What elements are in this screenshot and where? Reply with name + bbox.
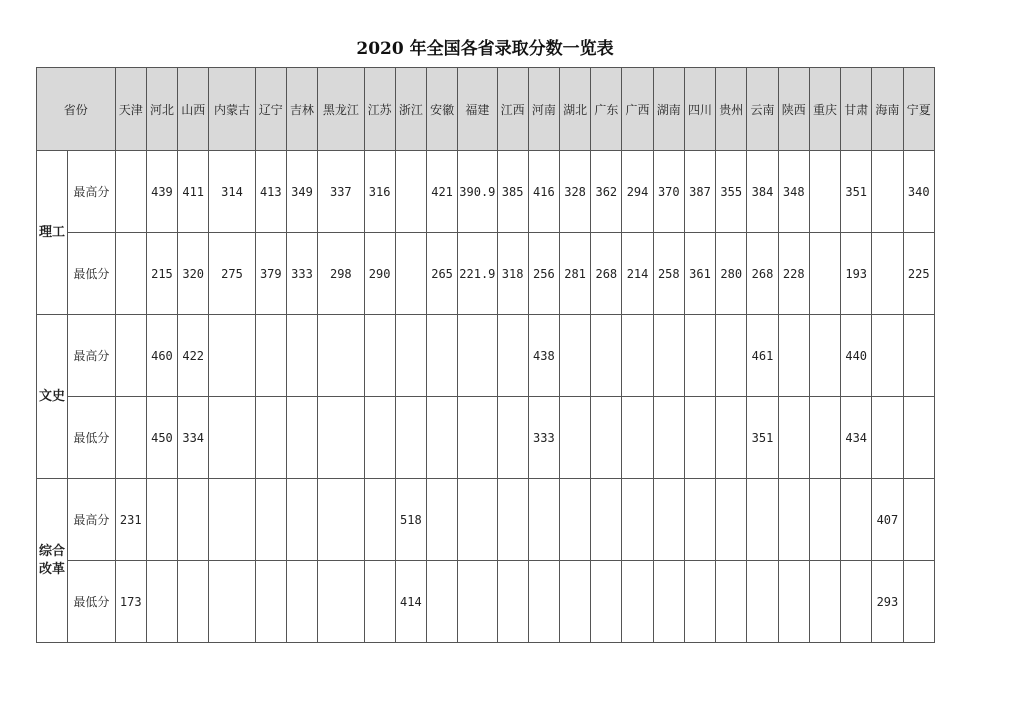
table-row xyxy=(37,561,935,643)
header-province: 辽宁 xyxy=(255,68,286,151)
score-cell: 385 xyxy=(497,151,528,233)
score-cell xyxy=(426,315,457,397)
score-cell: 333 xyxy=(528,397,559,479)
score-cell: 387 xyxy=(684,151,715,233)
header-province: 天津 xyxy=(115,68,146,151)
header-province: 湖南 xyxy=(653,68,684,151)
score-cell: 414 xyxy=(395,561,426,643)
score-cell: 221.9 xyxy=(458,233,497,315)
score-cell xyxy=(286,315,317,397)
score-cell xyxy=(458,561,497,643)
score-cell: 349 xyxy=(286,151,317,233)
score-cell xyxy=(622,479,653,561)
score-cell: 351 xyxy=(841,151,872,233)
score-cell xyxy=(497,561,528,643)
score-cell xyxy=(286,561,317,643)
header-province: 宁夏 xyxy=(903,68,934,151)
score-cell xyxy=(318,397,364,479)
score-cell xyxy=(684,315,715,397)
score-cell xyxy=(286,479,317,561)
score-cell xyxy=(841,479,872,561)
score-type-label: 最低分 xyxy=(68,561,115,643)
score-cell xyxy=(809,479,840,561)
score-cell: 334 xyxy=(178,397,209,479)
score-cell xyxy=(395,151,426,233)
score-cell: 439 xyxy=(146,151,177,233)
score-cell xyxy=(684,479,715,561)
score-cell xyxy=(778,397,809,479)
header-province: 湖北 xyxy=(559,68,590,151)
score-cell: 228 xyxy=(778,233,809,315)
score-cell xyxy=(559,397,590,479)
score-cell xyxy=(395,315,426,397)
score-cell xyxy=(426,479,457,561)
score-cell xyxy=(872,315,903,397)
score-cell xyxy=(426,397,457,479)
score-cell: 434 xyxy=(841,397,872,479)
score-cell xyxy=(286,397,317,479)
header-province: 浙江 xyxy=(395,68,426,151)
score-cell: 318 xyxy=(497,233,528,315)
score-cell xyxy=(458,397,497,479)
score-cell xyxy=(716,397,747,479)
score-cell: 411 xyxy=(178,151,209,233)
score-cell xyxy=(255,479,286,561)
table-row xyxy=(37,479,935,561)
score-type-label: 最高分 xyxy=(68,315,115,397)
score-cell xyxy=(178,561,209,643)
score-cell xyxy=(591,397,622,479)
score-type-label: 最高分 xyxy=(68,479,115,561)
header-label: 省份 xyxy=(37,68,116,151)
score-cell: 384 xyxy=(747,151,778,233)
score-cell: 355 xyxy=(716,151,747,233)
header-province: 重庆 xyxy=(809,68,840,151)
table-row xyxy=(37,397,935,479)
score-cell xyxy=(747,561,778,643)
score-cell xyxy=(364,479,395,561)
score-cell: 214 xyxy=(622,233,653,315)
header-province: 陕西 xyxy=(778,68,809,151)
score-cell: 421 xyxy=(426,151,457,233)
score-cell: 337 xyxy=(318,151,364,233)
score-cell xyxy=(809,397,840,479)
score-cell: 362 xyxy=(591,151,622,233)
score-cell xyxy=(559,315,590,397)
score-cell xyxy=(809,315,840,397)
score-cell xyxy=(872,151,903,233)
score-cell xyxy=(115,151,146,233)
score-cell: 518 xyxy=(395,479,426,561)
score-cell xyxy=(653,561,684,643)
category-cell: 综合改革 xyxy=(37,479,68,643)
score-cell: 193 xyxy=(841,233,872,315)
score-cell xyxy=(684,397,715,479)
score-cell xyxy=(778,561,809,643)
score-cell: 268 xyxy=(747,233,778,315)
table-row xyxy=(37,233,935,315)
score-cell xyxy=(497,397,528,479)
score-cell xyxy=(146,561,177,643)
score-cell xyxy=(778,315,809,397)
score-cell: 316 xyxy=(364,151,395,233)
table-row xyxy=(37,151,935,233)
score-cell xyxy=(115,397,146,479)
table-row xyxy=(37,315,935,397)
score-cell: 461 xyxy=(747,315,778,397)
page-title: 2020 年全国各省录取分数一览表 xyxy=(356,39,614,59)
score-cell xyxy=(591,561,622,643)
score-cell: 275 xyxy=(209,233,255,315)
score-cell xyxy=(747,479,778,561)
score-cell xyxy=(591,315,622,397)
score-cell xyxy=(255,315,286,397)
score-cell xyxy=(497,315,528,397)
score-cell xyxy=(622,315,653,397)
score-cell xyxy=(255,397,286,479)
score-cell xyxy=(684,561,715,643)
header-province: 江苏 xyxy=(364,68,395,151)
score-cell: 298 xyxy=(318,233,364,315)
score-cell xyxy=(903,315,934,397)
score-cell xyxy=(653,479,684,561)
score-cell xyxy=(903,397,934,479)
score-cell xyxy=(426,561,457,643)
score-cell xyxy=(903,561,934,643)
score-cell: 440 xyxy=(841,315,872,397)
score-cell: 390.9 xyxy=(458,151,497,233)
score-cell: 268 xyxy=(591,233,622,315)
score-cell xyxy=(559,479,590,561)
score-cell xyxy=(809,561,840,643)
score-cell: 293 xyxy=(872,561,903,643)
score-cell xyxy=(809,233,840,315)
score-type-label: 最低分 xyxy=(68,397,115,479)
score-cell xyxy=(395,397,426,479)
score-cell: 173 xyxy=(115,561,146,643)
score-cell xyxy=(653,397,684,479)
score-cell xyxy=(364,397,395,479)
score-cell: 413 xyxy=(255,151,286,233)
score-cell: 290 xyxy=(364,233,395,315)
category-cell: 理工 xyxy=(37,151,68,315)
score-type-label: 最低分 xyxy=(68,233,115,315)
score-cell xyxy=(255,561,286,643)
header-province: 贵州 xyxy=(716,68,747,151)
header-province: 甘肃 xyxy=(841,68,872,151)
header-province: 安徽 xyxy=(426,68,457,151)
score-cell: 460 xyxy=(146,315,177,397)
score-cell xyxy=(146,479,177,561)
score-cell: 379 xyxy=(255,233,286,315)
category-cell: 文史 xyxy=(37,315,68,479)
score-cell xyxy=(716,479,747,561)
score-cell: 422 xyxy=(178,315,209,397)
header-province: 云南 xyxy=(747,68,778,151)
score-cell xyxy=(809,151,840,233)
score-cell xyxy=(622,561,653,643)
score-cell: 231 xyxy=(115,479,146,561)
score-cell xyxy=(115,315,146,397)
score-cell: 361 xyxy=(684,233,715,315)
header-province: 广西 xyxy=(622,68,653,151)
score-cell: 407 xyxy=(872,479,903,561)
score-cell: 314 xyxy=(209,151,255,233)
score-cell: 333 xyxy=(286,233,317,315)
score-cell xyxy=(178,479,209,561)
header-province: 黑龙江 xyxy=(318,68,364,151)
score-table xyxy=(36,67,935,643)
header-province: 江西 xyxy=(497,68,528,151)
score-cell xyxy=(497,479,528,561)
header-province: 河北 xyxy=(146,68,177,151)
header-province: 内蒙古 xyxy=(209,68,255,151)
score-cell xyxy=(209,397,255,479)
header-province: 广东 xyxy=(591,68,622,151)
header-province: 四川 xyxy=(684,68,715,151)
score-cell xyxy=(903,479,934,561)
score-cell xyxy=(115,233,146,315)
score-cell xyxy=(318,561,364,643)
header-province: 福建 xyxy=(458,68,497,151)
score-cell: 294 xyxy=(622,151,653,233)
score-cell xyxy=(458,315,497,397)
score-cell xyxy=(209,315,255,397)
score-cell: 280 xyxy=(716,233,747,315)
score-cell xyxy=(458,479,497,561)
score-type-label: 最高分 xyxy=(68,151,115,233)
score-cell xyxy=(318,479,364,561)
score-cell xyxy=(209,561,255,643)
score-cell: 351 xyxy=(747,397,778,479)
score-cell xyxy=(364,315,395,397)
header-province: 吉林 xyxy=(286,68,317,151)
score-cell xyxy=(778,479,809,561)
score-cell: 281 xyxy=(559,233,590,315)
score-cell: 258 xyxy=(653,233,684,315)
table-body xyxy=(37,151,935,643)
score-cell xyxy=(841,561,872,643)
score-cell xyxy=(653,315,684,397)
score-cell xyxy=(395,233,426,315)
score-cell: 370 xyxy=(653,151,684,233)
score-cell: 438 xyxy=(528,315,559,397)
score-cell: 328 xyxy=(559,151,590,233)
score-cell xyxy=(622,397,653,479)
header-province: 河南 xyxy=(528,68,559,151)
score-cell xyxy=(318,315,364,397)
score-cell xyxy=(364,561,395,643)
score-cell: 256 xyxy=(528,233,559,315)
score-cell xyxy=(528,561,559,643)
score-cell xyxy=(872,397,903,479)
score-cell xyxy=(559,561,590,643)
score-cell xyxy=(716,315,747,397)
score-cell: 340 xyxy=(903,151,934,233)
score-cell xyxy=(528,479,559,561)
score-cell: 416 xyxy=(528,151,559,233)
header-province: 山西 xyxy=(178,68,209,151)
score-cell xyxy=(209,479,255,561)
score-cell xyxy=(716,561,747,643)
score-cell: 320 xyxy=(178,233,209,315)
score-cell: 215 xyxy=(146,233,177,315)
header-province: 海南 xyxy=(872,68,903,151)
score-cell xyxy=(872,233,903,315)
score-cell xyxy=(591,479,622,561)
score-cell: 348 xyxy=(778,151,809,233)
score-cell: 450 xyxy=(146,397,177,479)
score-cell: 225 xyxy=(903,233,934,315)
score-cell: 265 xyxy=(426,233,457,315)
header-row xyxy=(37,68,935,151)
